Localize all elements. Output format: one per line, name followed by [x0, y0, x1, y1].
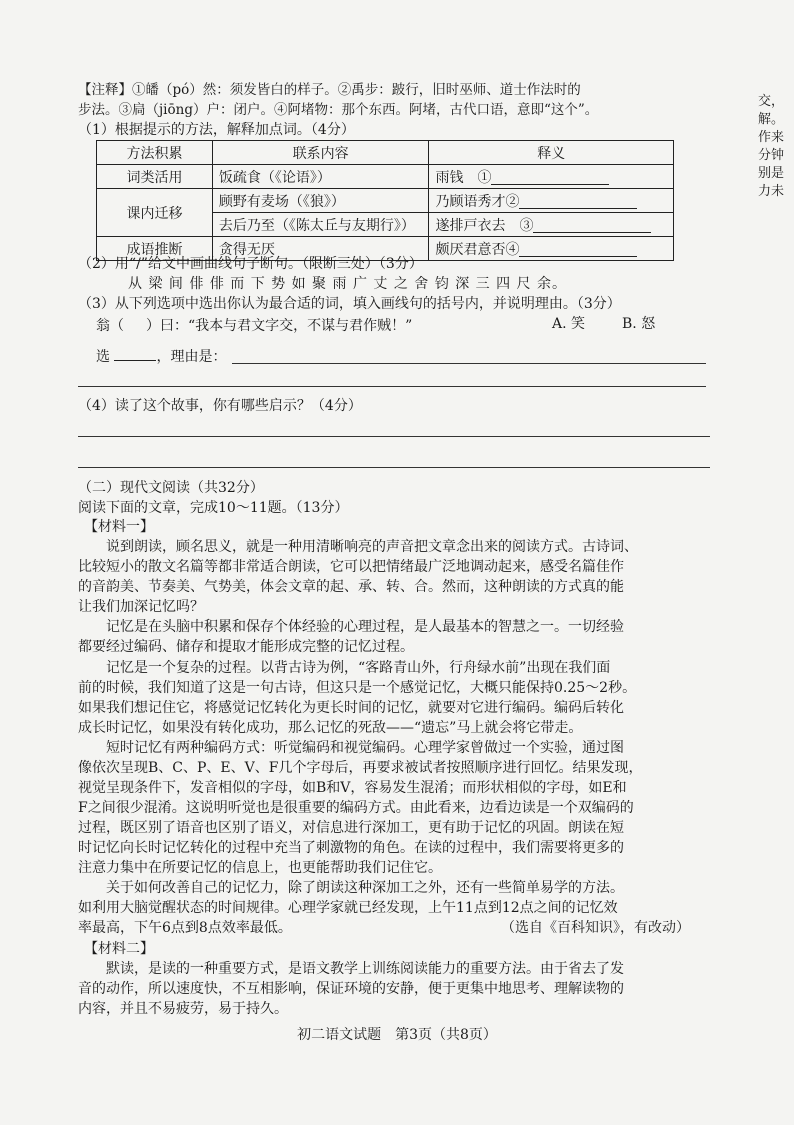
- answer-prefix: 选: [96, 349, 110, 365]
- question-2-sentence: 从 梁 间 俳 俳 而 下 势 如 聚 雨 广 丈 之 舍 钧 深 三 四 尺 余。: [128, 276, 568, 292]
- answer-mark: ④: [505, 241, 520, 258]
- annotation-line-2: 步法。③扃（jiōng）户：闭户。④阿堵物：那个东西。阿堵，古代口语，意即“这个”。: [78, 102, 599, 118]
- answer-blank-2[interactable]: [519, 194, 637, 209]
- paragraph-line: 成长时记忆，如果没有转化成功，那么记忆的死敌——“遗忘”马上就会将它带走。: [78, 720, 583, 736]
- paragraph-line: 音的动作，所以速度快，不互相影响，保证环境的安静，便于更集中地思考、理解读物的: [78, 981, 624, 997]
- table-cell-context: 饭疏食（《论语》）: [212, 165, 429, 189]
- answer-blank-4[interactable]: [519, 242, 637, 257]
- question-2-stem: （2）用“/”给文中画曲线句子断句。（限断三处）（3分）: [78, 256, 423, 272]
- paragraph-line: 视觉呈现条件下，发音相似的字母，如B和V，容易发生混淆；而形状相似的字母，如E和: [78, 780, 627, 796]
- option-a[interactable]: A. 笑: [552, 316, 586, 332]
- table-cell-context: 贪得无厌: [212, 237, 429, 261]
- target-phrase: 乃顾语秀才: [435, 193, 506, 210]
- option-b[interactable]: B. 怒: [622, 316, 656, 332]
- target-phrase: 雨钱: [435, 169, 464, 186]
- paragraph-line: 记忆是在头脑中积累和保存个体经验的心理过程，是人最基本的智慧之一。一切经验: [106, 619, 624, 635]
- table-header-row: [97, 141, 674, 165]
- target-phrase: 遂排戸衣去: [435, 217, 506, 234]
- paragraph-line: 短时记忆有两种编码方式：听觉编码和视觉编码。心理学家曾做过一个实验，通过图: [106, 740, 624, 756]
- answer-line-2[interactable]: [78, 467, 710, 468]
- margin-note: 交，: [758, 94, 785, 109]
- target-phrase: 颇厌君意否: [435, 241, 506, 258]
- margin-note: 解。: [758, 112, 785, 127]
- annotation-line-1: 【注释】①皤（pó）然：须发皆白的样子。②禹步：跛行，旧时巫师、道士作法时的: [78, 82, 581, 98]
- paragraph-line: 前的时候，我们知道了这是一句古诗，但这只是一个感觉记忆，大概只能保持0.25～2秒。: [78, 680, 637, 696]
- question-4-stem: （4）读了这个故事，你有哪些启示？（4分）: [78, 398, 362, 414]
- method-table: [96, 140, 674, 261]
- table-cell-meaning: [429, 189, 674, 213]
- table-cell-context: 顾野有麦场（《狼》）: [212, 189, 429, 213]
- paragraph-line: 率最高，下午6点到8点效率最低。: [78, 920, 292, 936]
- paragraph-line: 内容，并且不易疲劳，易于持久。: [78, 1001, 288, 1017]
- margin-note: 作来: [758, 130, 785, 145]
- paragraph-line: 过程，既区别了语音也区别了语义，对信息进行深加工，更有助于记忆的巩固。朗读在短: [78, 820, 624, 836]
- table-row: [97, 189, 674, 213]
- question-3-quote: [96, 316, 412, 336]
- source-citation: （选自《百科知识》，有改动）: [501, 920, 690, 936]
- answer-mark: ②: [505, 193, 520, 210]
- margin-note: 别是: [758, 166, 785, 181]
- quote-before: 翁（: [96, 318, 124, 334]
- paragraph-line: 如果我们想记住它，将感觉记忆转化为更长时间的记忆，就要对它进行编码。编码后转化: [78, 700, 624, 716]
- answer-blank-3[interactable]: [533, 218, 651, 233]
- paragraph-line: 比较短小的散文名篇等都非常适合朗读，它可以把情绪最广泛地调动起来，感受名篇佳作: [78, 559, 624, 575]
- paragraph-line: 关于如何改善自己的记忆力，除了朗读这种深加工之外，还有一些简单易学的方法。: [106, 880, 624, 896]
- table-header: 方法积累: [97, 141, 213, 165]
- answer-blank-1[interactable]: [491, 170, 609, 185]
- table-row: [97, 165, 674, 189]
- quote-after: ）曰：“我本与君文字交，不谋与君作贼！”: [146, 318, 413, 334]
- table-cell-meaning: [429, 165, 674, 189]
- table-cell-context: 去后乃至（《陈太丘与友期行》）: [212, 213, 429, 237]
- margin-note: 分钟: [758, 148, 785, 163]
- table-cell-meaning: [429, 237, 674, 261]
- table-header: 释义: [429, 141, 674, 165]
- table-cell-method: 成语推断: [97, 237, 213, 261]
- answer-line-1[interactable]: [78, 436, 710, 437]
- margin-note: 力未: [758, 184, 785, 199]
- answer-mark: ③: [519, 217, 534, 234]
- page-footer: 初二语文试题 第3页（共8页）: [297, 1027, 497, 1043]
- paragraph-line: 让我们加深记忆吗？: [78, 599, 204, 615]
- reason-line-2[interactable]: [78, 386, 706, 387]
- answer-middle: ，理由是：: [156, 349, 227, 365]
- paragraph-line: 时记忆向长时记忆转化的过程中充当了刺激物的角色。在读的过程中，我们需要将更多的: [78, 840, 624, 856]
- paragraph-line: 像依次呈现B、C、P、E、V、F几个字母后，再要求被试者按照顺序进行回忆。结果发现，: [78, 760, 643, 776]
- table-header: 联系内容: [212, 141, 429, 165]
- paragraph-line: 如利用大脑觉醒状态的时间规律。心理学家就已经发现，上午11点到12点之间的记忆效: [78, 900, 618, 916]
- reason-line-1[interactable]: [232, 363, 706, 364]
- answer-mark: ①: [477, 169, 492, 186]
- paragraph-line: 注意力集中在所要记忆的信息上，也更能帮助我们记住它。: [78, 860, 442, 876]
- material-2-label: 【材料二】: [84, 941, 154, 957]
- table-cell-method: 词类活用: [97, 165, 213, 189]
- section-2-title: （二）现代文阅读（共32分）: [78, 480, 264, 496]
- paragraph-line: F之间很少混淆。这说明听觉也是很重要的编码方式。由此看来，边看边读是一个双编码的: [78, 800, 634, 816]
- question-3-stem: （3）从下列选项中选出你认为最合适的词，填入画线句的括号内，并说明理由。（3分）: [78, 296, 621, 312]
- paragraph-line: 的音韵美、节奏美、气势美，体会文章的起、承、转、合。然而，这种朗读的方式真的能: [78, 579, 624, 595]
- question-1-stem: （1）根据提示的方法，解释加点词。（4分）: [78, 122, 355, 138]
- paragraph-line: 记忆是一个复杂的过程。以背古诗为例，“客路青山外，行舟绿水前”出现在我们面: [106, 660, 611, 676]
- paragraph-line: 默读，是读的一种重要方式，是语文教学上训练阅读能力的重要方法。由于省去了发: [106, 961, 624, 977]
- table-cell-meaning: [429, 213, 674, 237]
- paragraph-line: 都要经过编码、储存和提取才能形成完整的记忆过程。: [78, 639, 414, 655]
- question-3-answer: [96, 346, 226, 367]
- section-2-instruction: 阅读下面的文章，完成10～11题。（13分）: [78, 500, 349, 516]
- table-cell-method: 课内迁移: [97, 189, 213, 237]
- choice-blank[interactable]: [114, 346, 156, 361]
- paragraph-line: 说到朗读，顾名思义，就是一种用清晰响亮的声音把文章念出来的阅读方式。古诗词、: [106, 539, 638, 555]
- material-1-label: 【材料一】: [84, 519, 154, 535]
